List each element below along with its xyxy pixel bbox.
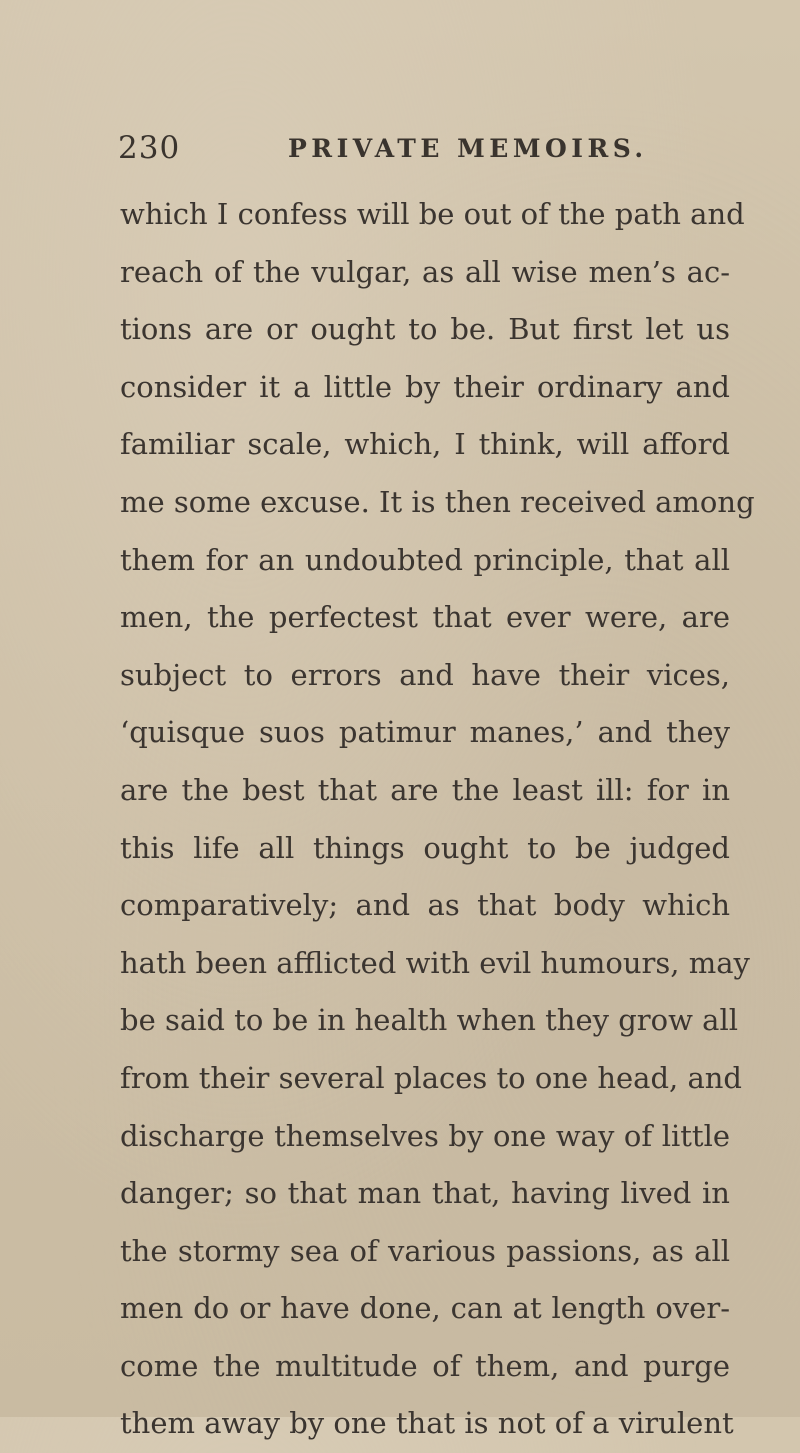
text-line: the stormy sea of various passions, as all (120, 1233, 730, 1268)
text-line: this life all things ought to be judged (120, 830, 730, 865)
text-line: reach of the vulgar, as all wise men’s ac- (120, 254, 730, 289)
text-line: come the multitude of them, and purge (120, 1348, 730, 1383)
running-head (118, 130, 718, 170)
text-line: men, the perfectest that ever were, are (120, 600, 730, 635)
page-number: 230 (118, 130, 181, 166)
text-line: them for an undoubted principle, that all (120, 542, 730, 577)
text-line: consider it a little by their ordinary and (120, 369, 730, 404)
text-line: them away by one that is not of a virulent (120, 1406, 734, 1441)
text-line: familiar scale, which, I think, will afford (120, 427, 730, 462)
text-line: are the best that are the least ill: for in (120, 772, 730, 807)
text-line: tions are or ought to be. But first let us (120, 312, 730, 347)
text-line: hath been afflicted with evil humours, may (120, 945, 750, 980)
text-line: me some excuse. It is then received among (120, 484, 755, 519)
text-line: comparatively; and as that body which (120, 888, 730, 923)
text-line: discharge themselves by one way of little (120, 1118, 730, 1153)
text-line: subject to errors and have their vices, (120, 657, 730, 692)
text-line: danger; so that man that, having lived in (120, 1176, 730, 1211)
text-line: men do or have done, can at length over- (120, 1291, 730, 1326)
running-title: PRIVATE MEMOIRS. (288, 134, 648, 163)
body-text (120, 186, 755, 1453)
text-line: be said to be in health when they grow all (120, 1003, 738, 1038)
text-line: which I confess will be out of the path and (120, 197, 745, 231)
text-line: ‘quisque suos patimur manes,’ and they (120, 715, 730, 750)
text-line: from their several places to one head, and (120, 1060, 742, 1095)
